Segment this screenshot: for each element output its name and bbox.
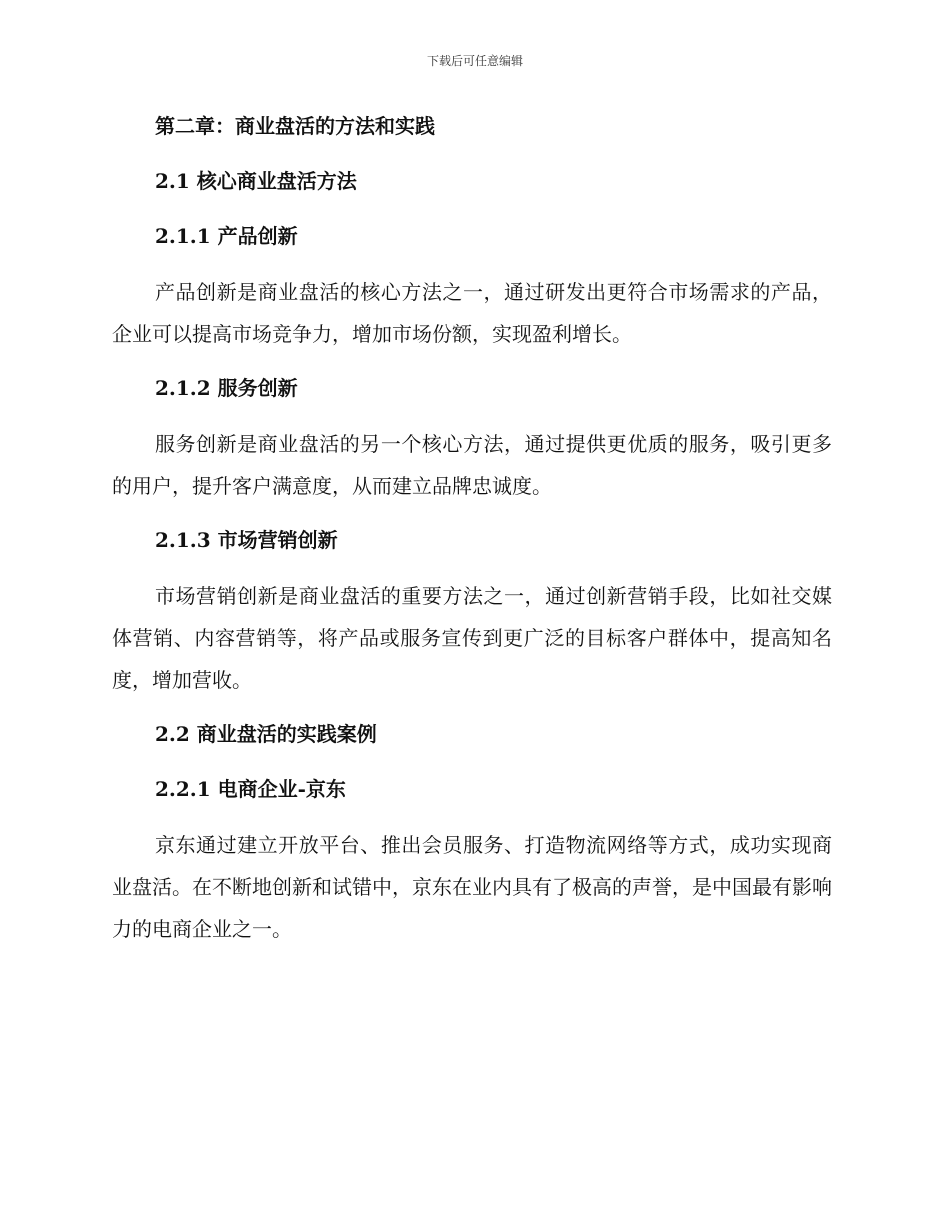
section-heading-2-1-3: 2.1.3 市场营销创新: [155, 528, 338, 552]
section-heading-2-1: 2.1 核心商业盘活方法: [155, 169, 357, 193]
paragraph-product-innovation: 产品创新是商业盘活的核心方法之一，通过研发出更符合市场需求的产品，企业可以提高市场竞争力，增加市场份额，实现盈利增长。: [112, 280, 832, 346]
section-heading-2-1-2: 2.1.2 服务创新: [155, 376, 298, 400]
paragraph-jd-case: 京东通过建立开放平台、推出会员服务、打造物流网络等方式，成功实现商业盘活。在不断地创新和试错中，京东在业内具有了极高的声誉，是中国最有影响力的电商企业之一。: [112, 833, 832, 941]
section-heading-2-1-1: 2.1.1 产品创新: [155, 224, 298, 248]
paragraph-service-innovation: 服务创新是商业盘活的另一个核心方法，通过提供更优质的服务，吸引更多的用户，提升客户满意度，从而建立品牌忠诚度。: [112, 432, 832, 498]
chapter-title: 第二章：商业盘活的方法和实践: [155, 114, 435, 138]
paragraph-marketing-innovation: 市场营销创新是商业盘活的重要方法之一，通过创新营销手段，比如社交媒体营销、内容营销等，将产品或服务宣传到更广泛的目标客户群体中，提高知名度，增加营收。: [112, 584, 832, 692]
section-heading-2-2-1: 2.2.1 电商企业-京东: [155, 777, 346, 801]
document-body: [112, 106, 832, 963]
page-header: 下载后可任意编辑: [426, 54, 523, 68]
section-heading-2-2: 2.2 商业盘活的实践案例: [155, 722, 377, 746]
